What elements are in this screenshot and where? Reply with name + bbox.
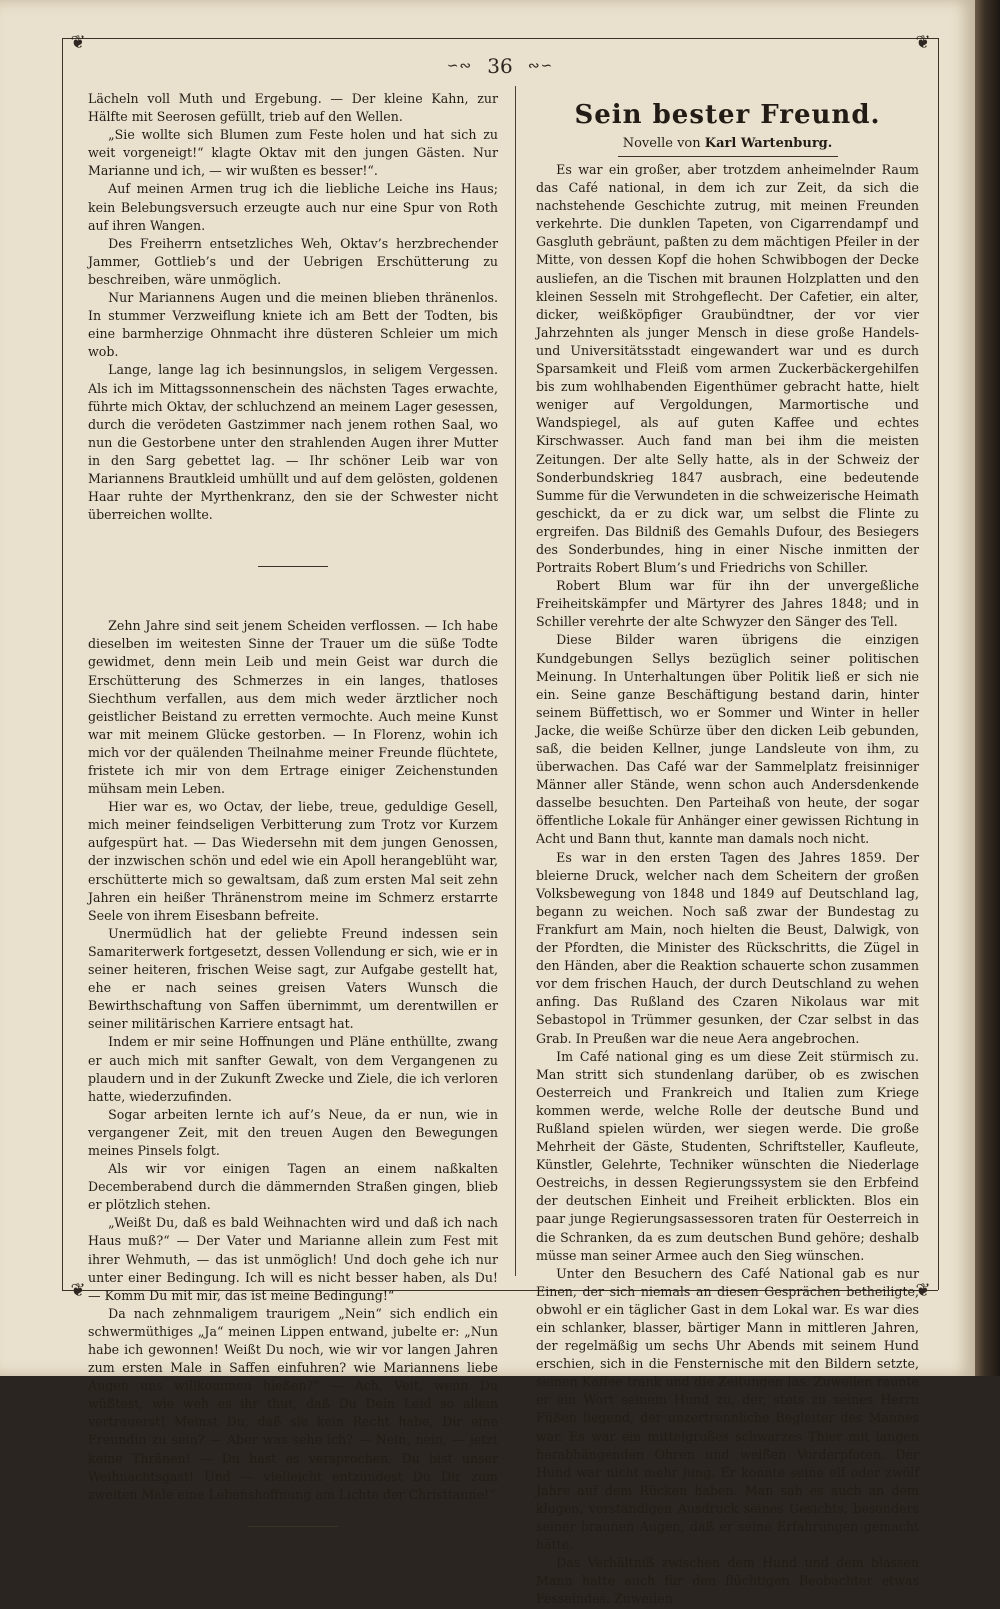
paragraph: Diese Bilder waren übrigens die einzigen Kundgebungen Sellys bezüglich seiner politischen Meinung. In Unterhaltungen über Politik ließ er sich nie ein. Seine ganze Beschäftigung bestand darin, hinter seinem Büffettisch, wo er Sommer und Winter in heller Jacke, die weiße Schürze über den dicken Leib gebunden, saß, die beiden Kellner, junge Landsleute von ihm, zu überwachen. Das Café war der Sammelplatz freisinniger Männer aller Stände, wenn schon auch Andersdenkende dasselbe besuchten. Den Parteihaß von heute, der sogar öffentliche Lokale für Anhänger einer gewissen Richtung in Acht und Bann thut, kannte man damals noch nicht. (536, 632, 919, 847)
paragraph: Unermüdlich hat der geliebte Freund indessen sein Samariterwerk fortgesetzt, dessen Vollendung er sich, wie er in seiner heiteren, frischen Weise sagt, zur Aufgabe gestellt hat, ehe er nach seines greisen Vaters Wunsch die Bewirthschaftung von Saffen übernimmt, um derentwillen er seiner militärischen Karriere entsagt hat. (88, 925, 498, 1032)
paragraph: Lächeln voll Muth und Ergebung. — Der kleine Kahn, zur Hälfte mit Seerosen gefüllt, trieb auf den Wellen. (88, 91, 498, 125)
corner-ornament-top-left: ❦ (70, 32, 86, 53)
paragraph: Des Freiherrn entsetzliches Weh, Oktav’s herzbrechender Jammer, Gottlieb’s und der Uebrigen Erschütterung zu beschreiben, wäre unmöglich. (88, 235, 498, 287)
paragraph: Sogar arbeiten lernte ich auf’s Neue, da er nun, wie in vergangener Zeit, mit den treuen Augen den Bewegungen meines Pinsels folgt. (88, 1106, 498, 1158)
right-frame-rule (938, 38, 939, 1290)
corner-ornament-top-right: ❦ (915, 32, 931, 53)
page-header (0, 54, 1000, 82)
paragraph: Nur Mariannens Augen und die meinen blieben thränenlos. In stummer Verzweiflung kniete ich am Bett der Todten, bis eine barmherzige Ohnmacht ihre düsteren Schleier um mich wob. (88, 290, 498, 360)
column-divider (515, 86, 516, 1276)
paragraph: Robert Blum war für ihn der unvergeßliche Freiheitskämpfer und Märtyrer des Jahres 1848; und in Schiller verehrte der alte Schwyzer den Sänger des Tell. (536, 578, 919, 630)
paragraph: Hier war es, wo Octav, der liebe, treue, geduldige Gesell, mich meiner feindseligen Verbitterung zum Trotz vor Kurzem aufgespürt hat. — Das Wiedersehn mit dem jungen Genossen, der inzwischen schön und edel wie ein Apoll herangeblüht war, erschütterte mich so gewaltsam, daß zum ersten Mal seit zehn Jahren ein heißer Thränenstrom meine im Schmerz erstarrte Seele von ihrem Eisesbann befreite. (88, 799, 498, 923)
paragraph: Lange, lange lag ich besinnungslos, in seligem Vergessen. Als ich im Mittagssonnenschein des nächsten Tages erwachte, führte mich Oktav, der schluchzend an meinem Lager gesessen, durch die verödeten Gastzimmer nach jenem rothen Saal, wo nun die Gestorbene unter den strahlenden Augen ihrer Mutter in den Sarg gebettet lag. — Ihr schöner Leib war von Mariannens Brautkleid umhüllt und auf dem gelösten, goldenen Haar ruhte der Myrthenkranz, den sie der Schwester nicht überreichen wollte. (88, 362, 498, 523)
corner-ornament-bottom-left: ❦ (70, 1280, 86, 1301)
paragraph: Es war in den ersten Tagen des Jahres 1859. Der bleierne Druck, welcher nach dem Scheitern der großen Volksbewegung von 1848 und 1849 auf Deutschland lag, begann zu weichen. Noch saß zwar der Bundestag zu Frankfurt am Main, noch hielten die Beust, Dalwigk, von der Pfordten, die Minister des Rückschritts, die Zügel in den Händen, aber die Reaktion schauerte schon zusammen vor dem frischen Hauch, der durch Deutschland zu wehen anfing. Das Rußland des Czaren Nikolaus war mit Sebastopol in Trümmer gesunken, der Czar selbst in das Grab. In Preußen war die neue Aera angebrochen. (536, 849, 919, 1046)
paragraph: Es war ein großer, aber trotzdem anheimelnder Raum das Café national, in dem ich zur Zeit, da sich die nachstehende Geschichte zutrug, mit meinen Freunden verkehrte. Die dunklen Tapeten, von Cigarrendampf und Gasgluth gebräunt, paßten zu dem mächtigen Pfeiler in der Mitte, von dessen Kopf die hohen Schwibbogen der Decke ausliefen, an die Tischen mit braunen Holzplatten und den kleinen Sesseln mit Strohgeflecht. Der Cafetier, ein alter, dicker, weißköpfiger Graubündtner, der vor vier Jahrzehnten als junger Mensch in diese große Handels- und Universitätsstadt eingewandert war und es durch Sparsamkeit und Fleiß vom armen Zuckerbäckergehilfen bis zum wohlhabenden Eigenthümer gebracht hatte, hielt weniger auf Vergoldungen, Marmortische und Wandspiegel, als auf guten Kaffee und echtes Kirschwasser. Auch fand man bei ihm die meisten Zeitungen. Der alte Selly hatte, als in der Schweiz der Sonderbundskrieg 1847 ausbrach, eine bedeutende Summe für die Verwundeten in die schweizerische Heimath geschickt, da er zu dick war, um selbst die Flinte zu ergreifen. Das Bildniß des Gemahls Dufour, des Besiegers des Sonderbundes, hing in einer Nische inmitten der Portraits Robert Blum’s und Friedrichs von Schiller. (536, 162, 919, 576)
left-column-part-1 (88, 90, 498, 524)
byline-prefix: Novelle von (622, 136, 701, 151)
header-ornament-left: ∽∾ (446, 58, 473, 74)
corner-ornament-bottom-right: ❦ (915, 1280, 931, 1301)
paragraph: Unter den Besuchern des Café National gab es nur Einen, der sich niemals an diesen Gesprächen betheiligte, obwohl er ein täglicher Gast in dem Lokal war. Es war dies ein schlanker, blasser, bärtiger Mann in mittleren Jahren, der regelmäßig um sechs Uhr Abends mit seinem Hund erschien, sich in die Fensternische mit den Bildern setzte, seinen Kaffee trank und die Zeitungen las. Zuweilen raunte er ein Wort seinem Hund zu, der, stets zu seines Herrn Füßen liegend, der unzertrennliche Begleiter des Mannes war. Es war ein mittelgroßes schwarzes Thier mit langen herabhängenden Ohren und weißen Vorderpfoten. Der Hund war nicht mehr jung. Er konnte seine elf oder zwölf Jahre auf dem Rücken haben. Man sah es auch an dem klugen, verständigen Ausdruck seines Gesichts, besonders seiner braunen Augen, daß er seine Erfahrungen gemacht hätte. (536, 1265, 919, 1553)
section-separator (258, 566, 328, 567)
page-number: 36 (487, 54, 513, 78)
end-separator (248, 1526, 338, 1527)
left-column (88, 90, 498, 1527)
paragraph: „Sie wollte sich Blumen zum Feste holen und hat sich zu weit vorgeneigt!“ klagte Oktav mit den jungen Gästen. Nur Marianne und ich, — wir wußten es besser!“. (88, 127, 498, 179)
paragraph: Als wir vor einigen Tagen an einem naßkalten Decemberabend durch die dämmernden Straßen gingen, blieb er plötzlich stehen. (88, 1161, 498, 1213)
paragraph: Im Café national ging es um diese Zeit stürmisch zu. Man stritt sich stundenlang darüber, ob es zwischen Oesterreich und Frankreich und Italien zum Kriege kommen werde, welche Rolle der deutsche Bund und Rußland spielen würden, wer siegen werde. Die große Mehrheit der Gäste, Studenten, Schriftsteller, Kaufleute, Künstler, Gelehrte, Techniker wünschten die Niederlage Oestreichs, in dessen Regierungssystem sie den Erbfeind der deutschen Einheit und Freiheit erblickten. Blos ein paar junge Regierungsassessoren traten für Oesterreich in die Schranken, da es zum deutschen Bund gehöre; deshalb müsse man seiner Armee auch den Sieg wünschen. (536, 1048, 919, 1263)
left-frame-rule (62, 38, 63, 1290)
paragraph: „Weißt Du, daß es bald Weihnachten wird und daß ich nach Haus muß?“ — Der Vater und Marianne allein zum Fest mit ihrer Wehmuth, — das ist unmöglich! Und doch gehe ich nur unter einer Bedingung. Ich will es nicht besser haben, als Du! — Komm Du mit mir, das ist meine Bedingung!“ (88, 1215, 498, 1303)
book-binding-edge (975, 0, 1000, 1376)
paragraph: Das Verhältniß zwischen dem Hund und dem blassen Mann hatte auch für den flüchtigen Beobachter etwas Fesselndes. Zuweilen (536, 1555, 919, 1607)
story-author: Karl Wartenburg. (704, 136, 833, 151)
story-byline (536, 134, 919, 154)
story-title: Sein bester Freund. (574, 100, 881, 130)
header-ornament-right: ∾∽ (527, 58, 554, 74)
paragraph: Zehn Jahre sind seit jenem Scheiden verflossen. — Ich habe dieselben im weitesten Sinne der Trauer um die süße Todte gewidmet, denn mein Leib und mein Geist war durch die Erschütterung des Schmerzes in ein langes, thatloses Siechthum verfallen, aus dem mich weder ärztlicher noch geistlicher Beistand zu erretten vermochte. Auch meine Kunst war mit meinem Glücke gestorben. — In Florenz, wohin ich mich vor der quälenden Theilnahme meiner Freunde flüchtete, fristete ich mir von dem Ertrage einiger Zeichenstunden mühsam mein Leben. (88, 618, 498, 797)
top-frame-rule (62, 38, 938, 39)
story-body (536, 161, 919, 1609)
title-rule (618, 156, 838, 157)
paragraph: Auf meinen Armen trug ich die liebliche Leiche ins Haus; kein Belebungsversuch erzeugte auch nur eine Spur von Roth auf ihren Wangen. (88, 181, 498, 233)
paragraph: Da nach zehnmaligem traurigem „Nein“ sich endlich ein schwermüthiges „Ja“ meinen Lippen entwand, jubelte er: „Nun habe ich gewonnen! Weißt Du noch, wie wir vor langen Jahren zum ersten Male in Saffen einfuhren? wie Mariannens liebe Augen uns willkommen hießen?“ — Ach, Veit, wenn Du wüßtest, wie weh es ihr thut, daß Du Dein Leid so allein vertrauerst! Meinst Du, daß sie kein Recht habe, Dir eine Freundin zu sein? — Aber was sehe ich? — Nein, nein, — jetzt keine Thränen! — Du hast es versprochen, Du bist unser Weihnachtsgast! Und — vielleicht entzündest Du Dir zum zweiten Male eine Lebenshoffnung am Lichte der Christtanne!“ (88, 1305, 498, 1502)
right-column (536, 90, 919, 1609)
paragraph: Indem er mir seine Hoffnungen und Pläne enthüllte, zwang er auch mich mit sanfter Gewalt, von dem Vergangenen zu plaudern und in der Zukunft Zwecke und Ziele, die ich verloren hatte, wiederzufinden. (88, 1034, 498, 1104)
left-column-part-2 (88, 617, 498, 1504)
